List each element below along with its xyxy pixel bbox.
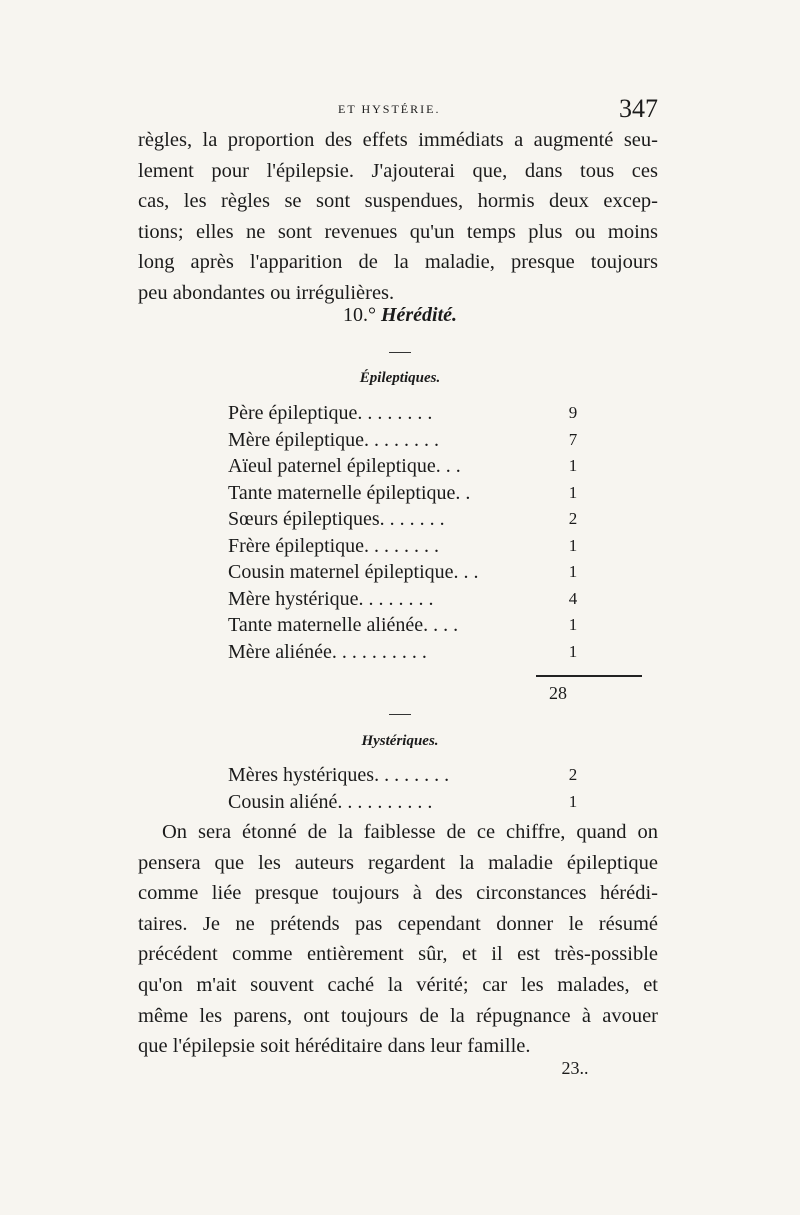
text-line: même les parens, ont toujours de la répugnance à avouer <box>138 1004 658 1027</box>
text-line: taires. Je ne prétends pas cependant donner le résumé <box>138 912 658 935</box>
divider-rule <box>389 352 411 353</box>
list-item <box>228 612 588 639</box>
list-item <box>228 506 588 533</box>
list-item <box>228 480 588 507</box>
total-rule <box>536 675 642 677</box>
section-title: Hérédité. <box>380 304 458 326</box>
intro-paragraph <box>138 125 658 309</box>
list-item-value: 2 <box>568 765 578 784</box>
list-item <box>228 586 588 613</box>
text-line: comme liée presque toujours à des circonstances hérédi- <box>138 882 658 905</box>
text-line: précédent comme entièrement sûr, et il est très-possible <box>138 943 658 966</box>
list-item <box>228 639 588 666</box>
list-item-label: Père épileptique. . . . . . . . <box>228 402 433 424</box>
hysteriques-heading: Hystériques. <box>361 733 439 749</box>
list-item-label: Tante maternelle épileptique. . <box>228 481 471 504</box>
text-line: On sera étonné de la faiblesse de ce chiffre, quand on <box>162 821 658 843</box>
list-item-value: 1 <box>568 615 578 634</box>
page-number: 347 <box>619 94 658 123</box>
list-item-label: Mères hystériques. . . . . . . . <box>228 764 450 786</box>
list-item-label: Sœurs épileptiques. . . . . . . <box>228 508 445 530</box>
list-item-label: Mère aliénée. . . . . . . . . . <box>228 640 427 663</box>
text-line: lement pour l'épilepsie. J'ajouterai que, dans tous ces <box>138 159 658 182</box>
divider-rule <box>389 714 411 715</box>
list-item-value: 7 <box>568 429 578 449</box>
list-item-value: 4 <box>568 588 578 608</box>
list-item-label: Aïeul paternel épileptique. . . <box>228 455 461 477</box>
list-item-value: 1 <box>568 791 578 811</box>
text-line: tions; elles ne sont revenues qu'un temps plus ou moins <box>138 220 658 243</box>
text-line: règles, la proportion des effets immédiats a augmenté seu- <box>138 129 658 151</box>
text-line: pensera que les auteurs regardent la maladie épileptique <box>138 851 658 874</box>
list-item-label: Cousin maternel épileptique. . . <box>228 561 479 583</box>
list-item-value: 1 <box>568 456 578 475</box>
list-item-label: Mère épileptique. . . . . . . . <box>228 428 440 451</box>
list-item-label: Cousin aliéné. . . . . . . . . . <box>228 790 433 813</box>
list-item <box>228 427 588 454</box>
text-line: cas, les règles se sont suspendues, hormis deux excep- <box>138 190 658 213</box>
list-item-value: 2 <box>568 509 578 528</box>
list-item-value: 1 <box>568 641 578 661</box>
list-item <box>228 762 588 789</box>
list-item-label: Frère épileptique. . . . . . . . <box>228 534 440 557</box>
list-item <box>228 453 588 480</box>
hysteriques-list <box>228 762 588 815</box>
epileptiques-list <box>228 400 588 665</box>
list-item-value: 1 <box>568 562 578 581</box>
text-line: long après l'apparition de la maladie, presque toujours <box>138 251 658 274</box>
signature-mark: 23.. <box>561 1058 589 1078</box>
list-item-label: Mère hystérique. . . . . . . . <box>228 587 434 610</box>
list-item <box>228 789 588 816</box>
section-number: 10.° <box>342 304 376 326</box>
running-head <box>138 94 658 124</box>
text-line: peu abondantes ou irrégulières. <box>138 281 395 304</box>
text-line: que l'épilepsie soit héréditaire dans leur famille. <box>138 1035 531 1058</box>
list-item-value: 9 <box>568 403 578 422</box>
section-heading <box>0 304 800 327</box>
epileptiques-total: 28 <box>549 683 567 703</box>
epileptiques-heading: Épileptiques. <box>359 370 441 386</box>
list-item <box>228 559 588 586</box>
list-item-value: 1 <box>568 535 578 555</box>
text-line: qu'on m'ait souvent caché la vérité; car les malades, et <box>138 973 658 996</box>
running-title: ET HYSTÉRIE. <box>338 102 441 116</box>
list-item <box>228 533 588 560</box>
closing-paragraph <box>138 817 658 1062</box>
list-item-label: Tante maternelle aliénée. . . . <box>228 614 459 636</box>
list-item-value: 1 <box>568 482 578 502</box>
list-item <box>228 400 588 427</box>
